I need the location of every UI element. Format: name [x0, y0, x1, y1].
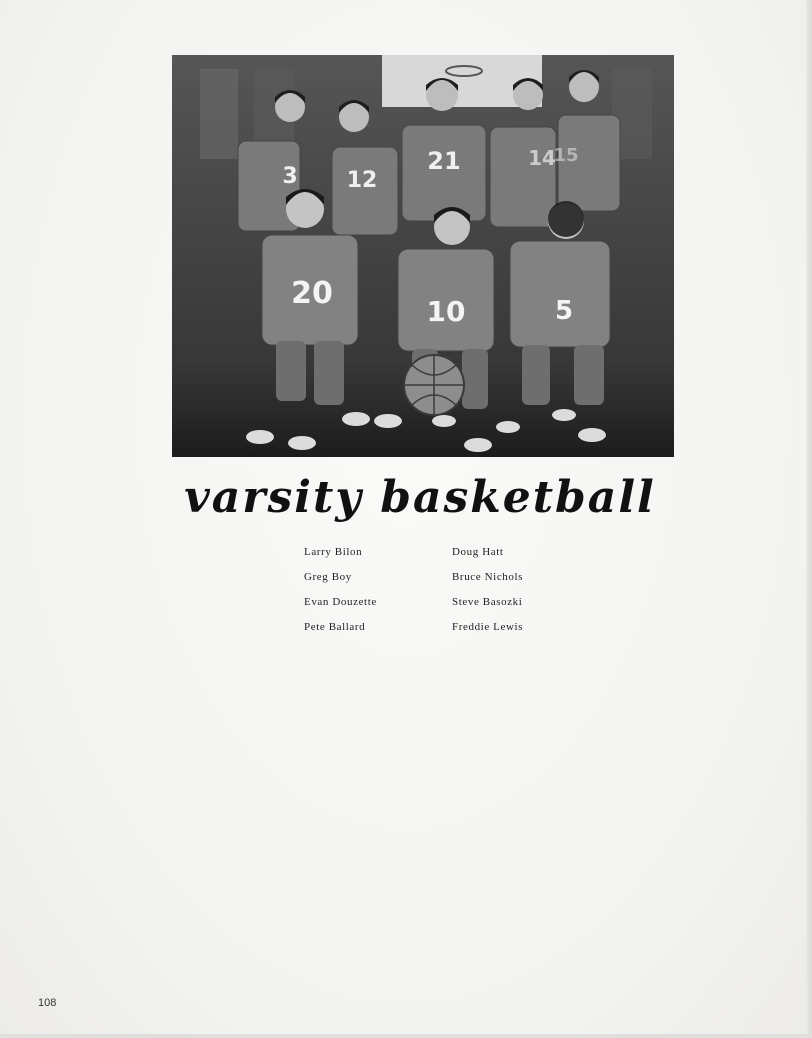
roster-right-column: [452, 544, 523, 644]
roster-name: Doug Hatt: [452, 546, 504, 558]
jersey-number-15: 15: [553, 145, 579, 166]
team-photo: [172, 55, 674, 457]
roster-name: Bruce Nichols: [452, 571, 524, 583]
page-number: 108: [38, 997, 57, 1009]
jersey-number-10: 10: [426, 295, 466, 328]
roster-name: Steve Basozki: [452, 596, 523, 608]
jersey-number-20: 20: [291, 276, 333, 311]
roster-name: Greg Boy: [304, 571, 352, 583]
jersey-number-21: 21: [427, 147, 461, 175]
page-edge-right: [806, 0, 812, 1038]
roster-name: Evan Douzette: [304, 596, 377, 608]
jersey-number-3: 3: [282, 164, 298, 189]
roster-name: Pete Ballard: [304, 621, 366, 633]
page-edge-bottom: [0, 1034, 812, 1038]
jersey-number-14: 14: [528, 146, 556, 170]
roster-name: Larry Bilon: [304, 546, 363, 558]
team-photo-image: [172, 55, 674, 457]
roster-left-column: [304, 544, 377, 644]
jersey-number-5: 5: [554, 296, 574, 326]
roster-name: Freddie Lewis: [452, 621, 524, 633]
jersey-number-12: 12: [346, 168, 378, 193]
page-title: varsity basketball: [184, 472, 656, 523]
